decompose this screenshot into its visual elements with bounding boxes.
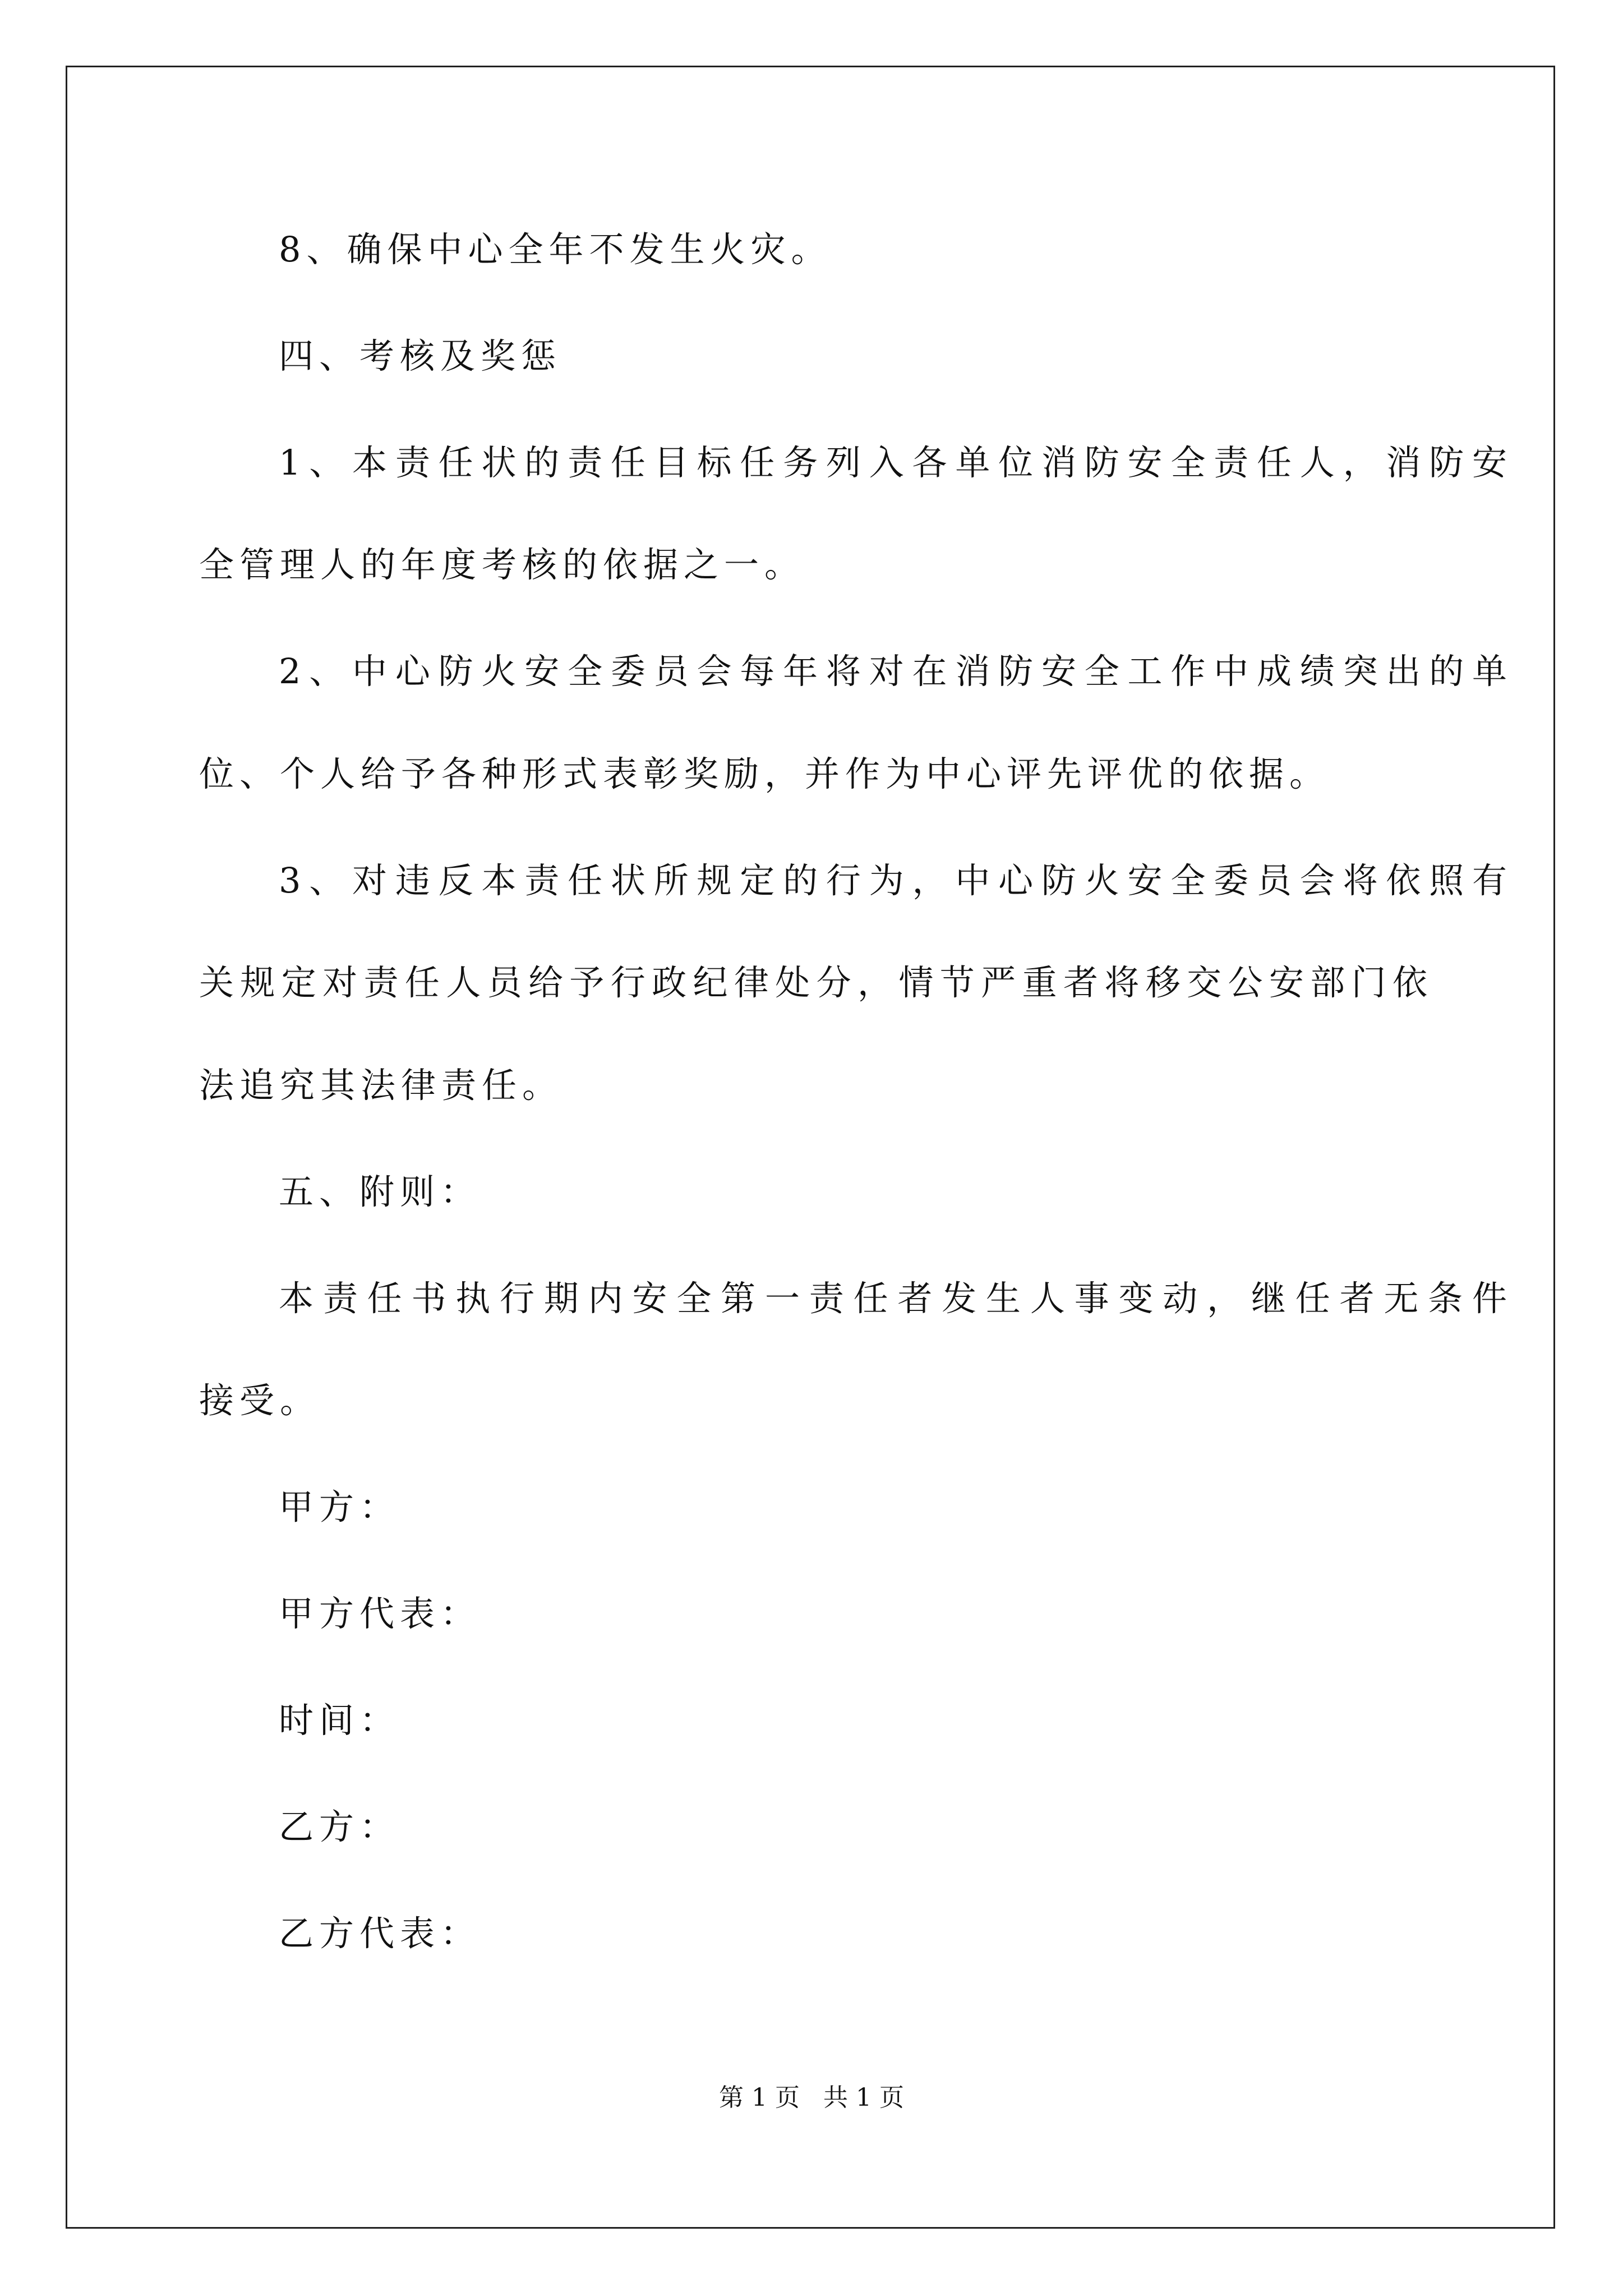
paragraph-1-line-2: 全管理人的年度考核的依据之一。	[199, 544, 805, 585]
party-a-representative-label: 甲方代表：	[279, 1593, 481, 1634]
section-heading-5: 五、附则：	[279, 1171, 481, 1212]
paragraph-2-line-2: 位、个人给予各种形式表彰奖励，并作为中心评先评优的依据。	[199, 753, 1330, 794]
page-border	[66, 66, 1555, 2229]
paragraph-3-line-2: 关规定对责任人员给予行政纪律处分，情节严重者将移交公安部门依	[199, 962, 1427, 1003]
party-a-label: 甲方：	[279, 1487, 400, 1527]
paragraph-3-line-1: 3、对违反本责任状所规定的行为，中心防火安全委员会将依照有	[279, 860, 1507, 901]
paragraph-1-line-1: 1、本责任状的责任目标任务列入各单位消防安全责任人，消防安	[279, 442, 1507, 483]
date-label: 时间：	[279, 1700, 400, 1741]
paragraph-2-line-1: 2、中心防火安全委员会每年将对在消防安全工作中成绩突出的单	[279, 651, 1507, 692]
party-b-representative-label: 乙方代表：	[279, 1913, 481, 1954]
section-heading-4: 四、考核及奖惩	[279, 335, 562, 376]
paragraph-4-line-2: 接受。	[199, 1380, 321, 1421]
party-b-label: 乙方：	[279, 1806, 400, 1847]
page-number: 第 1 页 共 1 页	[719, 2083, 904, 2112]
clause-8: 8、确保中心全年不发生火灾。	[279, 229, 832, 270]
paragraph-3-line-3: 法追究其法律责任。	[199, 1065, 563, 1106]
paragraph-4-line-1: 本责任书执行期内安全第一责任者发生人事变动，继任者无条件	[279, 1278, 1507, 1319]
